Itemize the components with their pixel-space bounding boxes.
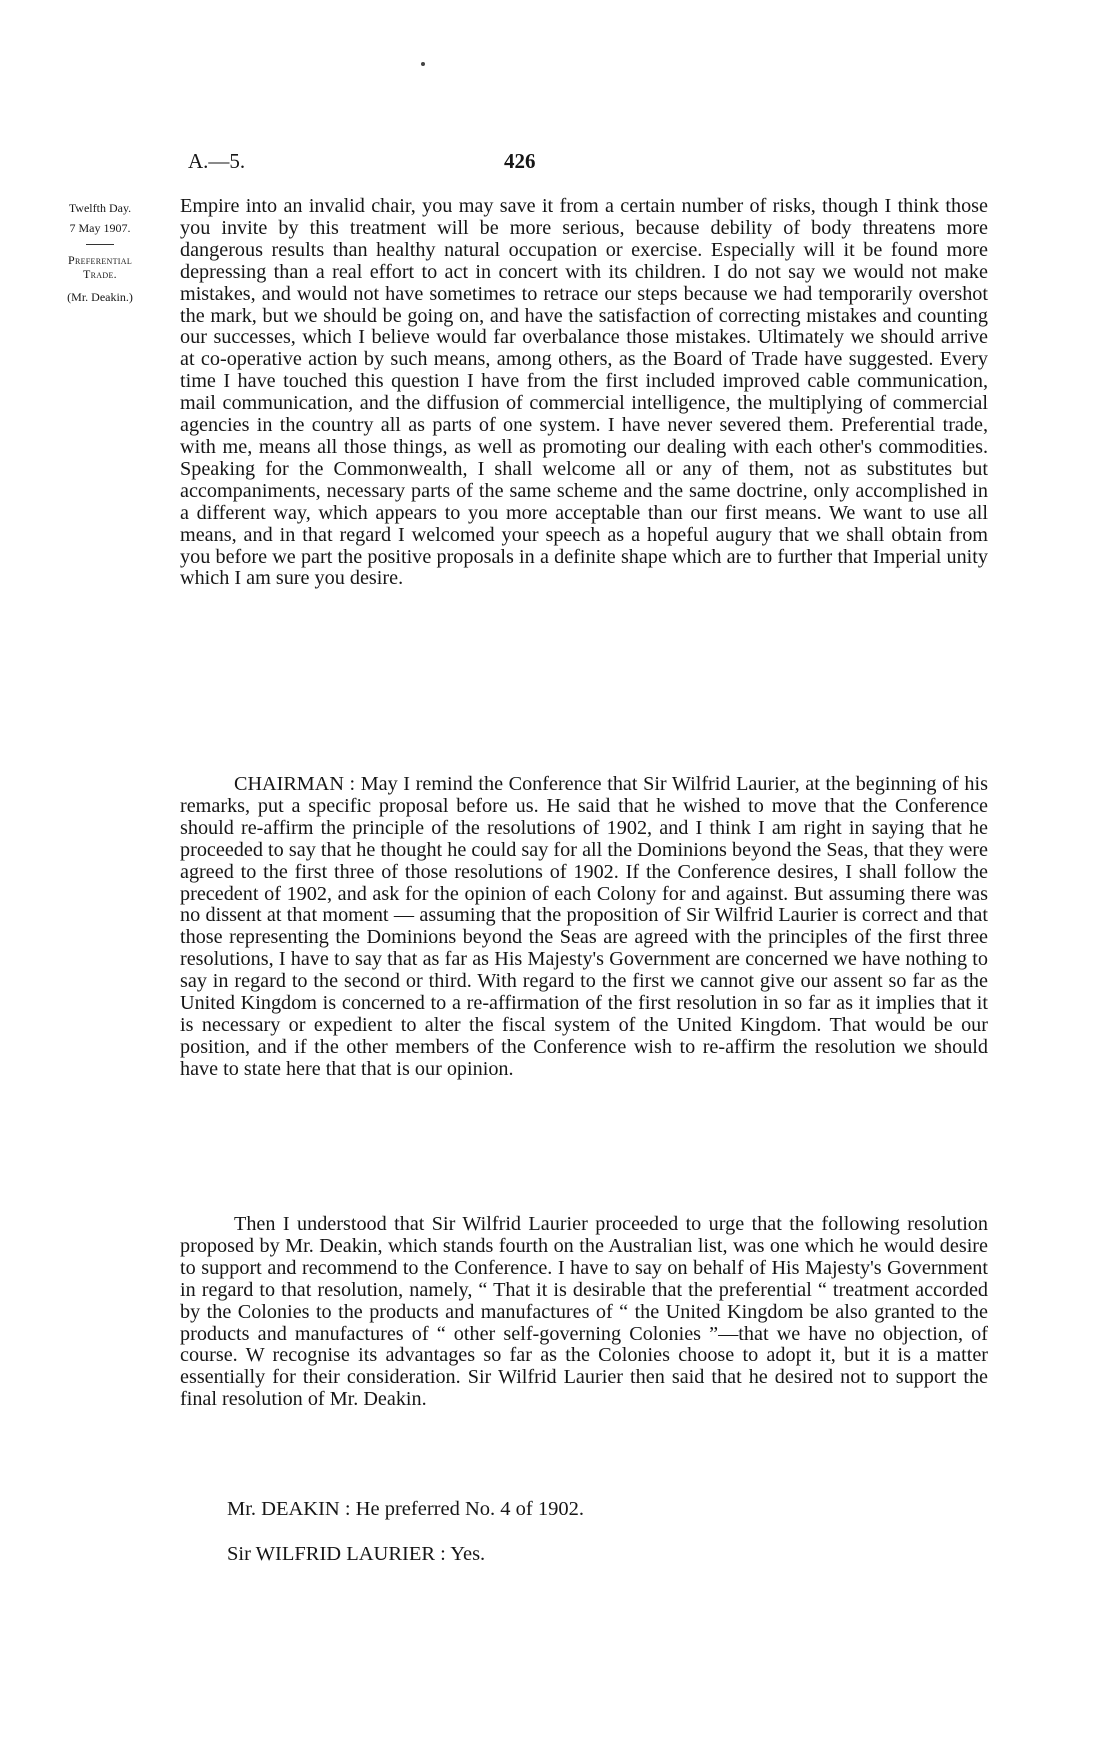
margin-notes [36,198,164,307]
margin-topic-line1: Preferential [67,253,133,267]
exchange-deakin: Mr. DEAKIN : He preferred No. 4 of 1902. [227,1498,584,1520]
margin-topic-line2: Trade. [83,267,117,281]
paragraph-chairman: CHAIRMAN : May I remind the Conference that Sir Wilfrid Laurier, at the beginning of his remarks, put a specific proposal before us. He said that he wished to move that the Conference should re-affirm the principle of the resolutions of 1902, and I think I am right in saying that he proceeded to say that he thought he could say for all the Dominions beyond the Seas, that they were agreed to the first three of those resolutions of 1902. If the Conference desires, I shall follow the precedent of 1902, and ask for the opinion of each Colony for and against. But assuming there was no dissent at that moment — assuming that the proposition of Sir Wilfrid Laurier is correct and that those representing the Dominions beyond the Seas are agreed with the principles of the first three resolutions, I have to say that as far as His Majesty's Government are concerned we have nothing to say in regard to the second or third. With regard to the first we cannot give our assent so far as the United Kingdom is concerned to a re-affirmation of the first resolution in so far as it implies that it is necessary or expedient to alter the fiscal system of the United Kingdom. That would be our position, and if the other members of the Conference wish to re-affirm the resolution we should have to state here that that is our opinion. [180,773,988,1080]
document-reference: A.—5. [188,149,246,173]
stray-dot [421,62,425,66]
paragraph-continuation: Empire into an invalid chair, you may save it from a certain number of risks, though I think those you invite by this treatment will be more serious, because debility of body threatens more dangerous results than healthy natural occupation or exercise. Especially will it be found more depressing than a real effort to act in concert with its children. I do not say we would not make mistakes, and would not have sometimes to retrace our steps because we had temporarily overshot the mark, but we should be going on, and have the satisfaction of correcting mistakes and counting our successes, which I believe would far overbalance those mistakes. Ultimately we should arrive at co-operative action by such means, among others, as the Board of Trade have suggested. Every time I have touched this question I have from the first included improved cable communication, mail communication, and the diffusion of commercial intelligence, the multiplying of commercial agencies in the country all as parts of one system. I have never severed them. Preferential trade, with me, means all those things, as well as promoting our dealing with each other's commodities. Speaking for the Commonwealth, I shall welcome all or any of them, not as substitutes but accompaniments, necessary parts of the same scheme and the same doctrine, only accomplished in a different way, which appears to you more acceptable than our first means. We want to use all means, and in that regard I welcomed your speech as a hopeful augury that we shall obtain from you before we part the positive proposals in a definite shape which are to further that Imperial unity which I am sure you desire. [180,195,988,590]
margin-date: 7 May 1907. [69,221,131,235]
page-number: 426 [504,149,536,173]
margin-day: Twelfth Day. [68,201,132,215]
exchange-laurier: Sir WILFRID LAURIER : Yes. [227,1543,486,1565]
margin-speaker: (Mr. Deakin.) [67,290,133,304]
margin-divider [86,244,114,245]
paragraph-chairman-continued: Then I understood that Sir Wilfrid Laurier proceeded to urge that the following resolution proposed by Mr. Deakin, which stands fourth on the Australian list, was one which he would desire to support and recommend to the Conference. I have to say on behalf of His Majesty's Government in regard to that resolution, namely, “ That it is desirable that the preferential “ treatment accorded by the Colonies to the products and manufactures of “ the United Kingdom be also granted to the products and manufactures of “ other self-governing Colonies ”—that we have no objection, of course. W recognise its advantages so far as the Colonies choose to adopt it, but it is a matter essentially for their consideration. Sir Wilfrid Laurier then said that he desired not to support the final resolution of Mr. Deakin. [180,1213,988,1411]
